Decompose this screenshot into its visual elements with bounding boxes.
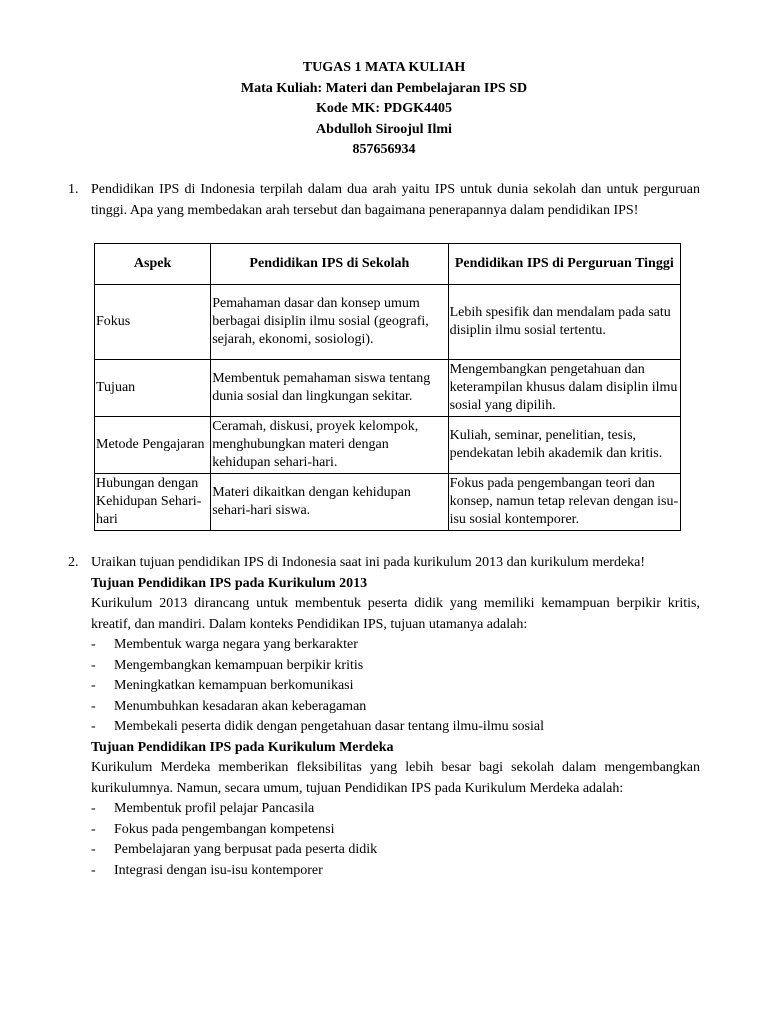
list-item-text: Membekali peserta didik dengan pengetahuan dasar tentang ilmu-ilmu sosial bbox=[114, 719, 544, 734]
table-cell-aspek: Fokus bbox=[95, 285, 211, 360]
list-item-text: Integrasi dengan isu-isu kontemporer bbox=[114, 862, 323, 878]
list-item-text: Menumbuhkan kesadaran akan keberagaman bbox=[114, 698, 367, 714]
dash-bullet: - bbox=[91, 678, 96, 693]
list-item bbox=[91, 861, 700, 882]
list-item-text: Meningkatkan kemampuan berkomunikasi bbox=[114, 678, 354, 693]
dash-bullet: - bbox=[91, 637, 96, 652]
dash-bullet: - bbox=[91, 842, 96, 857]
table-cell-pt: Fokus pada pengembangan teori dan konsep, namun tetap relevan dengan isu-isu sosial kontemporer. bbox=[448, 474, 680, 531]
table-cell-sekolah: Membentuk pemahaman siswa tentang dunia sosial dan lingkungan sekitar. bbox=[211, 360, 448, 417]
comparison-table bbox=[94, 243, 681, 531]
list-item bbox=[91, 717, 700, 738]
table-cell-aspek: Tujuan bbox=[95, 360, 211, 417]
merdeka-section-title: Tujuan Pendidikan IPS pada Kurikulum Merdeka bbox=[91, 739, 394, 755]
question-1 bbox=[68, 180, 700, 221]
list-item bbox=[91, 820, 700, 841]
list-item-text: Membentuk warga negara yang berkarakter bbox=[114, 637, 358, 652]
dash-bullet: - bbox=[91, 657, 96, 673]
k13-section-title: Tujuan Pendidikan IPS pada Kurikulum 2013 bbox=[91, 575, 368, 591]
question-2-body bbox=[91, 553, 700, 881]
k13-goal-list bbox=[91, 635, 700, 738]
list-item bbox=[91, 840, 700, 861]
question-2 bbox=[68, 553, 700, 881]
table-cell-sekolah: Materi dikaitkan dengan kehidupan sehari-hari siswa. bbox=[211, 474, 448, 531]
list-item bbox=[91, 635, 700, 656]
table-header-row bbox=[95, 244, 681, 285]
table-row bbox=[95, 285, 681, 360]
merdeka-goal-list bbox=[91, 799, 700, 881]
course-code: Kode MK: PDGK4405 bbox=[315, 101, 453, 116]
student-id: 857656934 bbox=[352, 142, 416, 157]
dash-bullet: - bbox=[91, 698, 96, 714]
table-cell-sekolah: Pemahaman dasar dan konsep umum berbagai disiplin ilmu sosial (geografi, sejarah, ekonomi, sosiologi). bbox=[211, 285, 448, 360]
list-item-text: Mengembangkan kemampuan berpikir kritis bbox=[114, 657, 364, 673]
table-header-cell: Aspek bbox=[95, 244, 211, 285]
list-item bbox=[91, 799, 700, 820]
list-item bbox=[91, 697, 700, 718]
assignment-title: TUGAS 1 MATA KULIAH bbox=[302, 60, 466, 75]
list-item-text: Membentuk profil pelajar Pancasila bbox=[114, 801, 315, 816]
dash-bullet: - bbox=[91, 862, 96, 878]
question-number: 2. bbox=[68, 555, 79, 570]
dash-bullet: - bbox=[91, 719, 96, 734]
course-name: Mata Kuliah: Materi dan Pembelajaran IPS SD bbox=[240, 80, 528, 96]
list-item bbox=[91, 656, 700, 677]
student-name: Abdulloh Siroojul Ilmi bbox=[316, 121, 452, 137]
merdeka-intro: Kurikulum Merdeka memberikan fleksibilitas yang lebih besar bagi sekolah dalam mengembangkan kurikulumnya. Namun, secara umum, tujuan Pendidikan IPS pada Kurikulum Merdeka adalah: bbox=[91, 760, 700, 796]
dash-bullet: - bbox=[91, 801, 96, 816]
list-item-text: Fokus pada pengembangan kompetensi bbox=[114, 821, 335, 837]
question-text: Uraikan tujuan pendidikan IPS di Indonesia saat ini pada kurikulum 2013 dan kurikulum merdeka! bbox=[91, 555, 646, 570]
table-cell-pt: Mengembangkan pengetahuan dan keterampilan khusus dalam disiplin ilmu sosial yang dipilih. bbox=[448, 360, 680, 417]
table-cell-pt: Kuliah, seminar, penelitian, tesis, pendekatan lebih akademik dan kritis. bbox=[448, 417, 680, 474]
table-cell-aspek: Metode Pengajaran bbox=[95, 417, 211, 474]
table-header-cell: Pendidikan IPS di Perguruan Tinggi bbox=[448, 244, 680, 285]
table-cell-aspek: Hubungan dengan Kehidupan Sehari-hari bbox=[95, 474, 211, 531]
table-header-cell: Pendidikan IPS di Sekolah bbox=[211, 244, 448, 285]
list-item-text: Pembelajaran yang berpusat pada peserta didik bbox=[114, 842, 378, 857]
table-row bbox=[95, 360, 681, 417]
table-row bbox=[95, 417, 681, 474]
table-cell-pt: Lebih spesifik dan mendalam pada satu disiplin ilmu sosial tertentu. bbox=[448, 285, 680, 360]
list-item bbox=[91, 676, 700, 697]
table-cell-sekolah: Ceramah, diskusi, proyek kelompok, menghubungkan materi dengan kehidupan sehari-hari. bbox=[211, 417, 448, 474]
document-header bbox=[0, 58, 768, 161]
question-text: Pendidikan IPS di Indonesia terpilah dalam dua arah yaitu IPS untuk dunia sekolah dan untuk perguruan tinggi. Apa yang membedakan arah tersebut dan bagaimana penerapannya dalam pendidikan IPS! bbox=[91, 182, 700, 218]
table-row bbox=[95, 474, 681, 531]
dash-bullet: - bbox=[91, 821, 96, 837]
k13-intro: Kurikulum 2013 dirancang untuk membentuk peserta didik yang memiliki kemampuan berpikir kritis, kreatif, dan mandiri. Dalam konteks Pendidikan IPS, tujuan utamanya adalah: bbox=[91, 596, 700, 632]
question-number: 1. bbox=[68, 182, 79, 197]
